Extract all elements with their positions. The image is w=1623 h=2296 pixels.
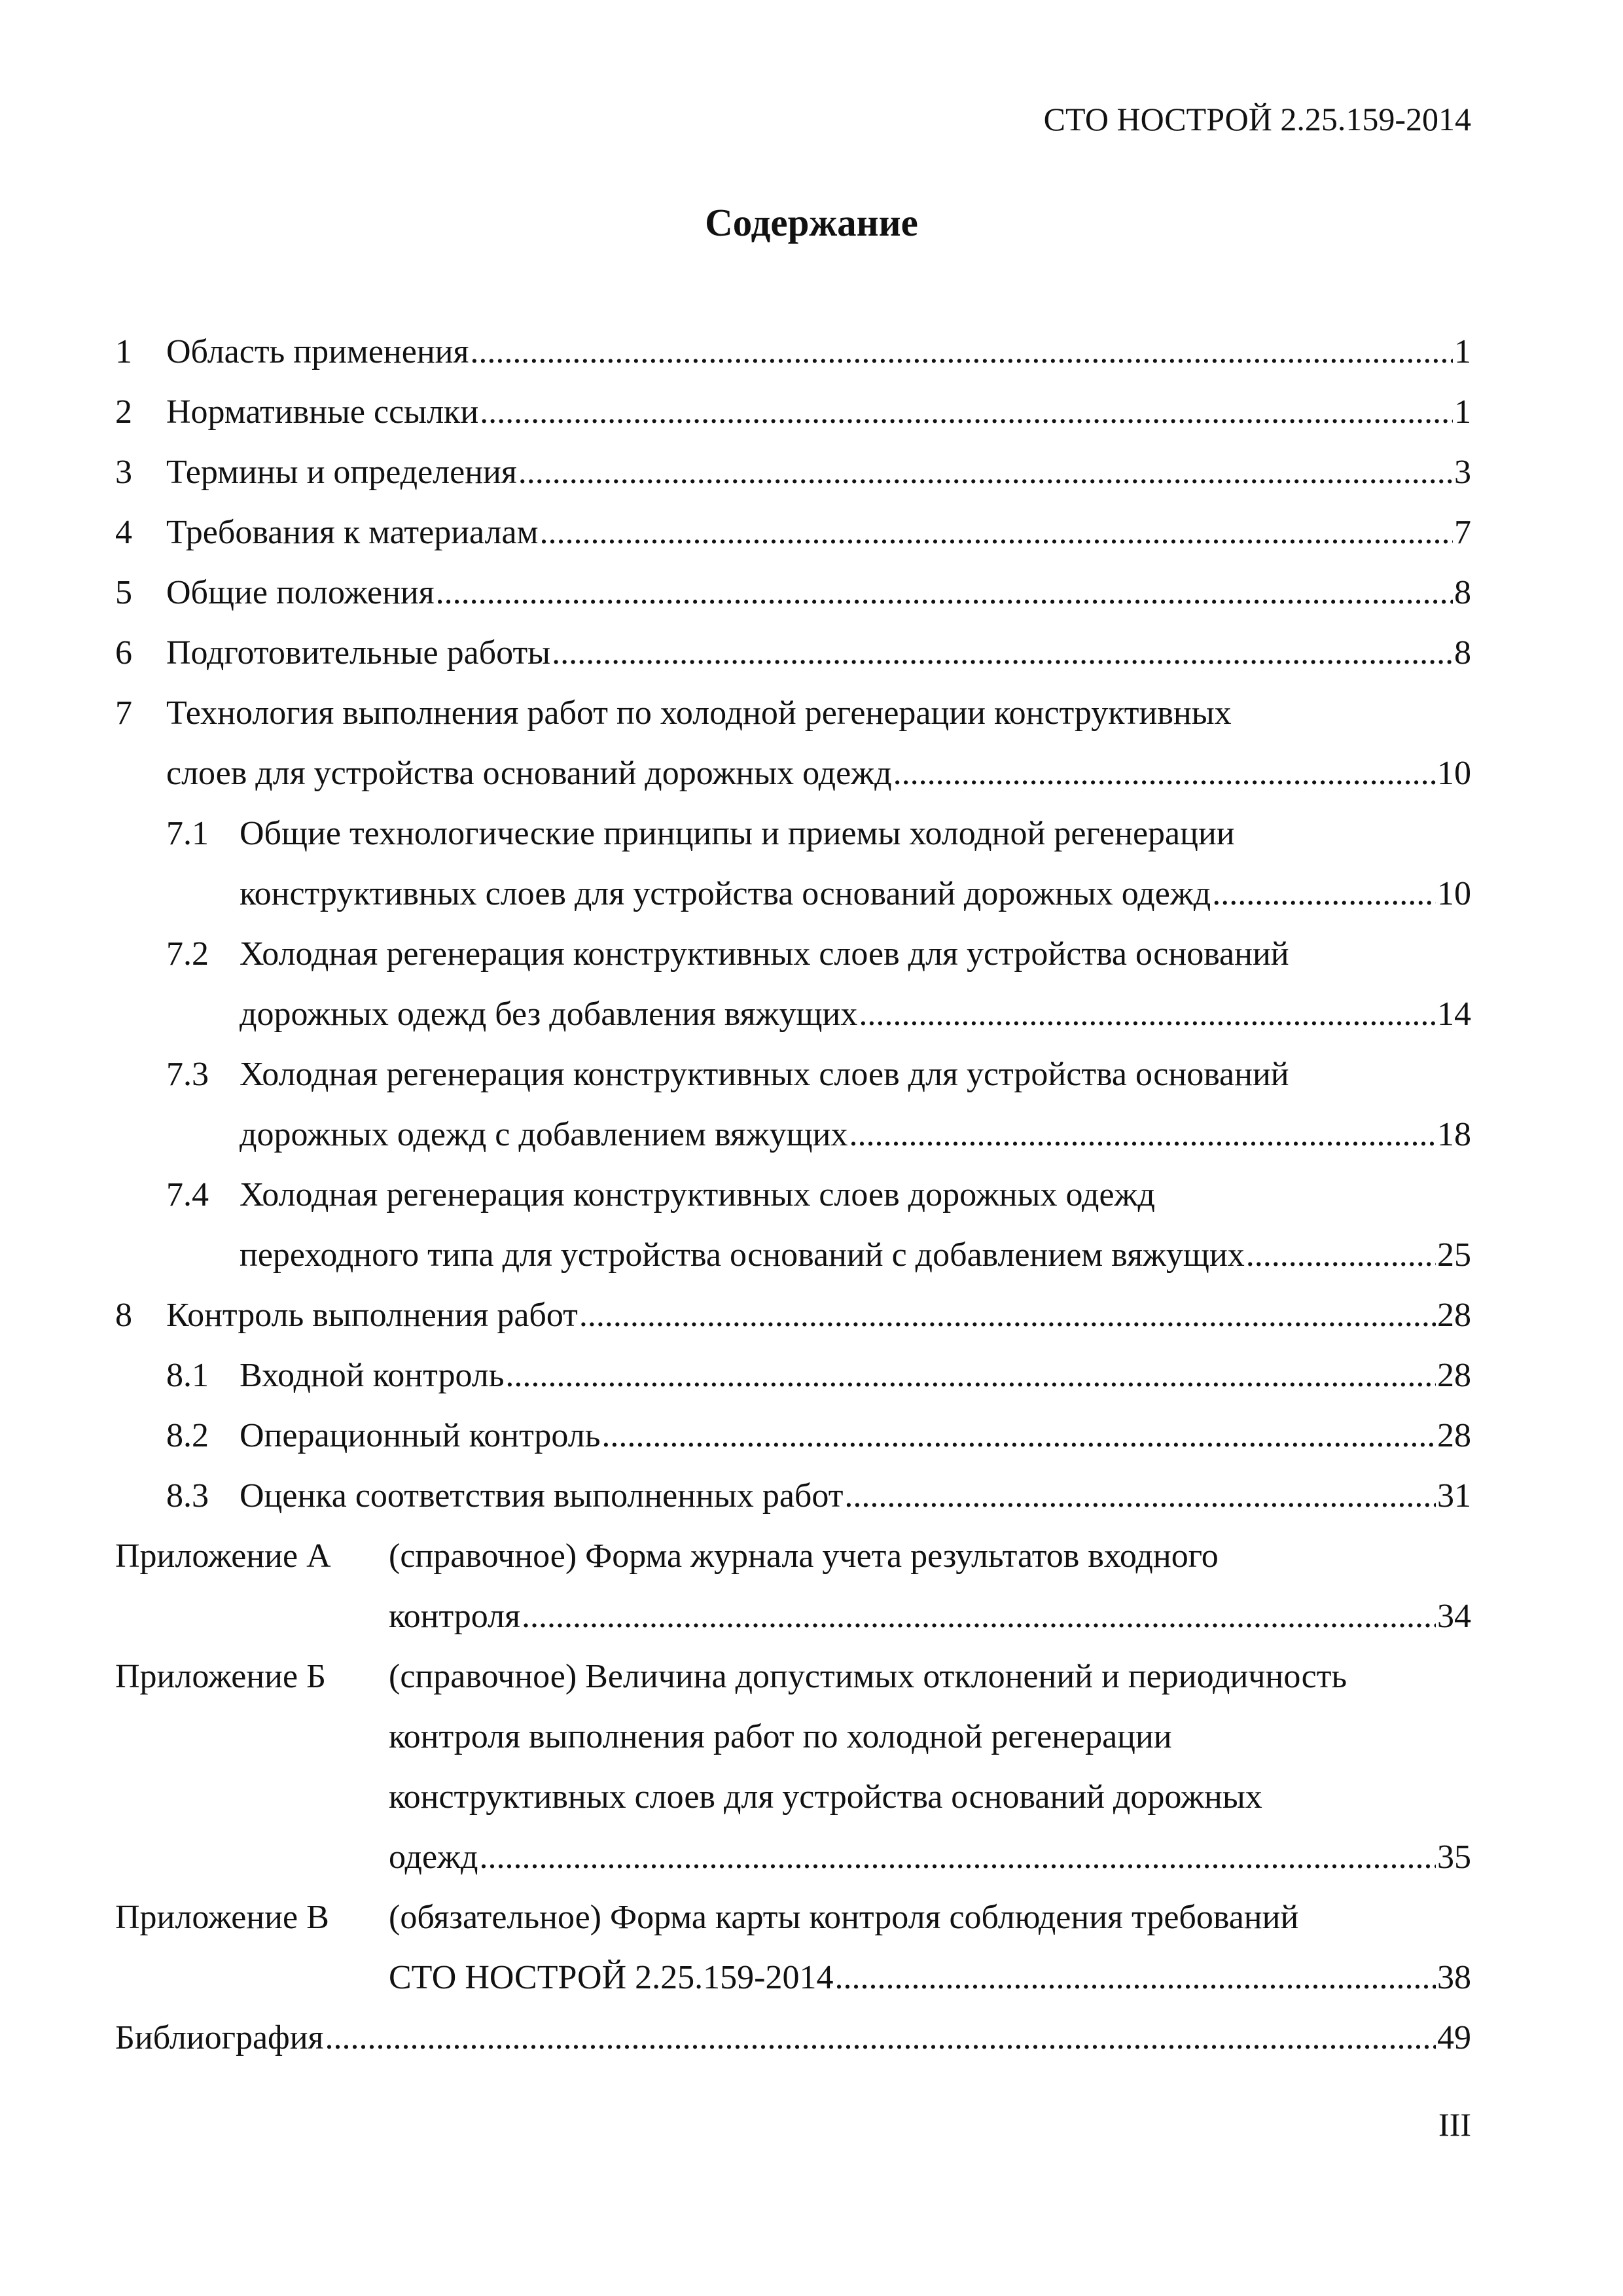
- toc-number: 7.2: [166, 935, 209, 973]
- dot-leader: [552, 623, 1453, 683]
- toc-number: 8: [115, 1297, 132, 1334]
- toc-title: Оценка соответствия выполненных работ: [240, 1477, 844, 1515]
- toc-page-number: 28: [1437, 1357, 1471, 1394]
- toc-page-number: 25: [1437, 1236, 1471, 1274]
- toc-title: контроля: [389, 1598, 520, 1635]
- dot-leader: [893, 744, 1436, 804]
- toc-title: Операционный контроль: [240, 1417, 601, 1454]
- toc-title-line: контроля выполнения работ по холодной регенерации: [389, 1718, 1172, 1755]
- dot-leader: [844, 1466, 1436, 1526]
- dot-leader: [1246, 1225, 1436, 1285]
- toc-appendix-label: Приложение А: [115, 1537, 331, 1575]
- toc-title: СТО НОСТРОЙ 2.25.159-2014: [389, 1959, 834, 1996]
- toc-page-number: 7: [1454, 514, 1471, 551]
- toc-page-number: 34: [1437, 1598, 1471, 1635]
- dot-leader: [436, 563, 1453, 623]
- toc-entry-7-4[interactable]: [115, 1165, 1471, 1285]
- toc-title: Библиография: [115, 2019, 324, 2056]
- toc-title: Требования к материалам: [166, 514, 539, 551]
- toc-title: Контроль выполнения работ: [166, 1297, 578, 1334]
- toc-entry-7-1[interactable]: [115, 804, 1471, 924]
- toc-entry-5[interactable]: [115, 563, 1471, 623]
- toc-appendix-label: Приложение Б: [115, 1658, 326, 1695]
- dot-leader: [479, 1827, 1436, 1888]
- toc-entry-7-3[interactable]: [115, 1045, 1471, 1165]
- toc-page-number: 28: [1437, 1417, 1471, 1454]
- page-number-footer: III: [1438, 2106, 1471, 2143]
- toc-title: Нормативные ссылки: [166, 393, 479, 431]
- toc-entry-8-1[interactable]: [115, 1346, 1471, 1406]
- toc-page-number: 38: [1437, 1959, 1471, 1996]
- toc-title-line: (обязательное) Форма карты контроля соблюдения требований: [389, 1899, 1299, 1936]
- toc-title: дорожных одежд без добавления вяжущих: [240, 996, 858, 1033]
- page-title: Содержание: [705, 201, 918, 244]
- toc-number: 8.2: [166, 1417, 209, 1454]
- toc-page-number: 31: [1437, 1477, 1471, 1515]
- dot-leader: [849, 1105, 1436, 1165]
- toc-number: 2: [115, 393, 132, 431]
- dot-leader: [518, 442, 1453, 503]
- toc-page-number: 14: [1437, 996, 1471, 1033]
- toc-page-number: 35: [1437, 1839, 1471, 1876]
- toc-title-line: конструктивных слоев для устройства оснований дорожных: [389, 1778, 1262, 1816]
- toc-entry-3[interactable]: [115, 442, 1471, 503]
- toc-title-line: Холодная регенерация конструктивных слоев дорожных одежд: [240, 1176, 1155, 1213]
- toc-title: Подготовительные работы: [166, 634, 551, 672]
- toc-page-number: 3: [1454, 454, 1471, 491]
- toc-number: 6: [115, 634, 132, 672]
- toc-number: 7.1: [166, 815, 209, 852]
- toc-entry-appendix-a[interactable]: [115, 1526, 1471, 1647]
- toc-page-number: 1: [1454, 393, 1471, 431]
- toc-title-line: Общие технологические принципы и приемы холодной регенерации: [240, 815, 1235, 852]
- toc-page-number: 49: [1437, 2019, 1471, 2056]
- dot-leader: [540, 503, 1454, 563]
- toc-page-number: 18: [1437, 1116, 1471, 1153]
- toc-entry-2[interactable]: [115, 382, 1471, 442]
- toc-title: Область применения: [166, 333, 469, 370]
- toc-number: 4: [115, 514, 132, 551]
- toc-entry-appendix-b[interactable]: [115, 1647, 1471, 1888]
- toc-number: 3: [115, 454, 132, 491]
- dot-leader: [1212, 864, 1436, 924]
- toc-title-line: Технология выполнения работ по холодной регенерации конструктивных: [166, 694, 1232, 732]
- toc-entry-4[interactable]: [115, 503, 1471, 563]
- dot-leader: [579, 1285, 1436, 1346]
- dot-leader: [480, 382, 1453, 442]
- toc-number: 7: [115, 694, 132, 732]
- toc-title: Общие положения: [166, 574, 435, 611]
- document-code-header: СТО НОСТРОЙ 2.25.159-2014: [1043, 101, 1471, 137]
- toc-entry-8-3[interactable]: [115, 1466, 1471, 1526]
- toc-page-number: 8: [1454, 574, 1471, 611]
- toc-title-line: Холодная регенерация конструктивных слоев для устройства оснований: [240, 1056, 1289, 1093]
- toc-entry-7-2[interactable]: [115, 924, 1471, 1045]
- dot-leader: [522, 1587, 1436, 1647]
- toc-title: Входной контроль: [240, 1357, 505, 1394]
- toc-entry-7[interactable]: [115, 683, 1471, 804]
- dot-leader: [505, 1346, 1436, 1406]
- toc-number: 1: [115, 333, 132, 370]
- toc-number: 8.1: [166, 1357, 209, 1394]
- toc-title: слоев для устройства оснований дорожных одежд: [166, 755, 892, 792]
- dot-leader: [601, 1406, 1436, 1466]
- toc-page-number: 1: [1454, 333, 1471, 370]
- toc-entry-8[interactable]: [115, 1285, 1471, 1346]
- toc-page-number: 10: [1437, 875, 1471, 912]
- toc-title: одежд: [389, 1839, 478, 1876]
- toc-number: 5: [115, 574, 132, 611]
- toc-title-line: (справочное) Форма журнала учета результатов входного: [389, 1537, 1219, 1575]
- dot-leader: [325, 2008, 1436, 2068]
- toc-title: переходного типа для устройства оснований с добавлением вяжущих: [240, 1236, 1245, 1274]
- dot-leader: [470, 322, 1453, 382]
- table-of-contents: [115, 322, 1471, 2068]
- toc-number: 7.4: [166, 1176, 209, 1213]
- toc-title: Термины и определения: [166, 454, 517, 491]
- toc-page-number: 28: [1437, 1297, 1471, 1334]
- toc-page-number: 8: [1454, 634, 1471, 672]
- toc-title: дорожных одежд с добавлением вяжущих: [240, 1116, 848, 1153]
- toc-entry-appendix-v[interactable]: [115, 1888, 1471, 2008]
- toc-title: конструктивных слоев для устройства оснований дорожных одежд: [240, 875, 1211, 912]
- dot-leader: [859, 984, 1436, 1045]
- toc-title-line: Холодная регенерация конструктивных слоев для устройства оснований: [240, 935, 1289, 973]
- toc-title-line: (справочное) Величина допустимых отклонений и периодичность: [389, 1658, 1347, 1695]
- toc-number: 8.3: [166, 1477, 209, 1515]
- toc-appendix-label: Приложение В: [115, 1899, 329, 1936]
- toc-page-number: 10: [1437, 755, 1471, 792]
- dot-leader: [834, 1948, 1436, 2008]
- toc-entry-bibliography[interactable]: [115, 2008, 1471, 2068]
- toc-entry-6[interactable]: [115, 623, 1471, 683]
- toc-number: 7.3: [166, 1056, 209, 1093]
- toc-entry-8-2[interactable]: [115, 1406, 1471, 1466]
- toc-entry-1[interactable]: [115, 322, 1471, 382]
